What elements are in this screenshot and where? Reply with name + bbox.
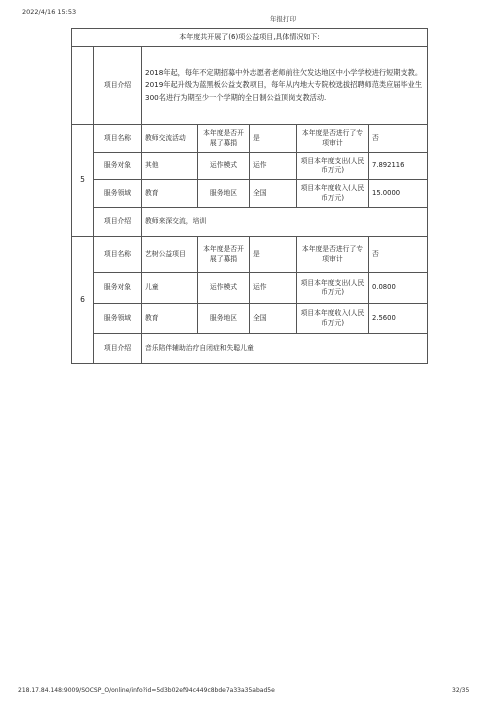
project-5-name: 教师交流活动 xyxy=(142,125,198,153)
project-6-target: 儿童 xyxy=(142,273,198,304)
project-6-mode: 运作 xyxy=(250,273,297,304)
project-6-row-name xyxy=(72,237,428,273)
project-5-target: 其他 xyxy=(142,153,198,180)
top-intro-text: 2018年起，每年不定期招募中外志愿者老师前往欠发达地区中小学学校进行短期支教。2019年起升级为蓝黑板公益支教项目，每年从内地大专院校选拔招聘师范类应届毕业生300名进行为期至少一个学期的全日制公益顶岗支教活动. xyxy=(145,67,423,102)
project-6-audit: 否 xyxy=(369,237,428,273)
fundraising-question: 本年度是否开展了募捐 xyxy=(198,237,250,273)
operation-mode-label: 运作模式 xyxy=(198,273,250,304)
service-field-label: 服务领域 xyxy=(94,304,142,334)
project-6-name: 艺树公益项目 xyxy=(142,237,198,273)
top-intro-cell xyxy=(142,47,428,125)
page-number: 32/35 xyxy=(452,687,470,694)
project-5-mode: 运作 xyxy=(250,153,297,180)
project-6-row-field xyxy=(72,304,428,334)
top-intro-index-cell xyxy=(72,47,94,125)
top-intro-row xyxy=(72,47,428,125)
project-5-audit: 否 xyxy=(369,125,428,153)
fundraising-question: 本年度是否开展了募捐 xyxy=(198,125,250,153)
table-caption: 本年度共开展了(6)项公益项目,具体情况如下: xyxy=(72,29,428,47)
project-6-income: 2.5600 xyxy=(369,304,428,334)
project-name-label: 项目名称 xyxy=(94,237,142,273)
service-target-label: 服务对象 xyxy=(94,273,142,304)
project-5-row-name xyxy=(72,125,428,153)
project-5-area: 全国 xyxy=(250,180,297,208)
project-name-label: 项目名称 xyxy=(94,125,142,153)
expense-label: 项目本年度支出(人民币万元) xyxy=(297,273,369,304)
print-header-title: 年报打印 xyxy=(270,15,296,23)
project-5-intro: 教师来深交流，培训 xyxy=(142,208,428,237)
project-6-expense: 0.0800 xyxy=(369,273,428,304)
project-6-row-target xyxy=(72,273,428,304)
caption-row xyxy=(72,29,428,47)
service-field-label: 服务领域 xyxy=(94,180,142,208)
page-url: 218.17.84.148:9009/SOCSP_O/online/info?id=5d3b02ef94c449c8bde7a33a35abad5e xyxy=(18,687,275,694)
project-5-income: 15.0000 xyxy=(369,180,428,208)
project-6-fundraising: 是 xyxy=(250,237,297,273)
projects-table xyxy=(71,28,428,364)
audit-question: 本年度是否进行了专项审计 xyxy=(297,125,369,153)
project-5-index: 5 xyxy=(72,125,94,237)
project-5-row-intro xyxy=(72,208,428,237)
service-area-label: 服务地区 xyxy=(198,180,250,208)
project-6-index: 6 xyxy=(72,237,94,364)
top-intro-label: 项目介绍 xyxy=(94,47,142,125)
project-5-expense: 7.892116 xyxy=(369,153,428,180)
project-6-row-intro xyxy=(72,334,428,364)
audit-question: 本年度是否进行了专项审计 xyxy=(297,237,369,273)
project-5-field: 教育 xyxy=(142,180,198,208)
project-6-area: 全国 xyxy=(250,304,297,334)
income-label: 项目本年度收入(人民币万元) xyxy=(297,180,369,208)
operation-mode-label: 运作模式 xyxy=(198,153,250,180)
project-5-row-target xyxy=(72,153,428,180)
print-datetime: 2022/4/16 15:53 xyxy=(22,8,77,16)
income-label: 项目本年度收入(人民币万元) xyxy=(297,304,369,334)
service-area-label: 服务地区 xyxy=(198,304,250,334)
project-intro-label: 项目介绍 xyxy=(94,334,142,364)
project-6-field: 教育 xyxy=(142,304,198,334)
expense-label: 项目本年度支出(人民币万元) xyxy=(297,153,369,180)
service-target-label: 服务对象 xyxy=(94,153,142,180)
project-5-row-field xyxy=(72,180,428,208)
project-5-fundraising: 是 xyxy=(250,125,297,153)
project-intro-label: 项目介绍 xyxy=(94,208,142,237)
project-6-intro: 音乐陪伴辅助治疗自闭症和失聪儿童 xyxy=(142,334,428,364)
